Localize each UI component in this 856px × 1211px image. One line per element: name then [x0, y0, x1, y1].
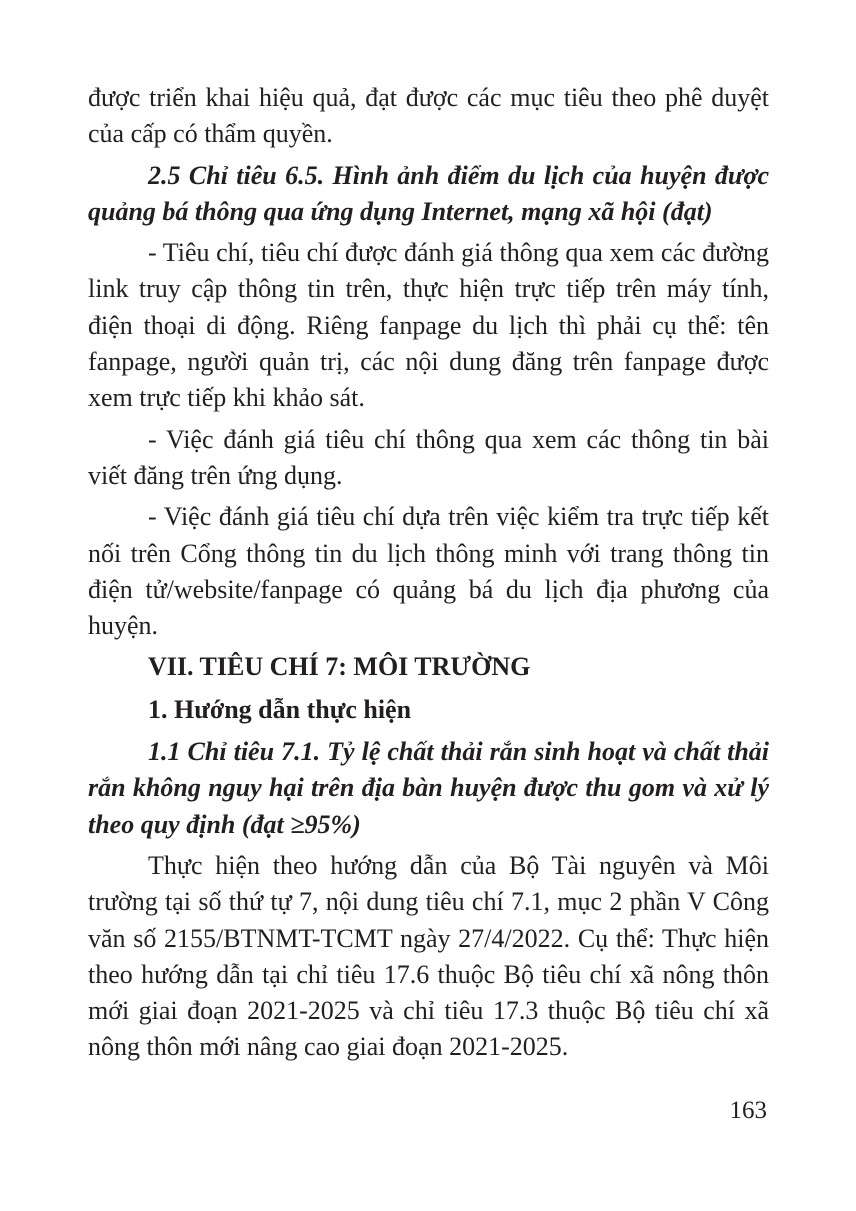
document-page — [88, 80, 769, 1071]
section-heading-1-1: 1.1 Chỉ tiêu 7.1. Tỷ lệ chất thải rắn sinh hoạt và chất thải rắn không nguy hại trên địa bàn huyện được thu gom và xử lý theo quy định (đạt ≥95%) — [88, 737, 769, 839]
paragraph-implementation: Thực hiện theo hướng dẫn của Bộ Tài nguyên và Môi trường tại số thứ tự 7, nội dung tiêu chí 7.1, mục 2 phần V Công văn số 2155/BTNMT-TCMT ngày 27/4/2022. Cụ thể: Thực hiện theo hướng dẫn tại chỉ tiêu 17.6 thuộc Bộ tiêu chí xã nông thôn mới giai đoạn 2021-2025 và chỉ tiêu 17.3 thuộc Bộ tiêu chí xã nông thôn mới nâng cao giai đoạn 2021-2025. — [88, 850, 769, 1062]
section-heading-2-5: 2.5 Chỉ tiêu 6.5. Hình ảnh điểm du lịch của huyện được quảng bá thông qua ứng dụng Internet, mạng xã hội (đạt) — [88, 160, 769, 226]
paragraph-continuation: được triển khai hiệu quả, đạt được các mục tiêu theo phê duyệt của cấp có thẩm quyền. — [88, 83, 769, 149]
page-number: 163 — [729, 1097, 767, 1124]
paragraph-evaluation-articles: - Việc đánh giá tiêu chí thông qua xem các thông tin bài viết đăng trên ứng dụng. — [88, 424, 769, 490]
paragraph-criteria-evaluation: - Tiêu chí, tiêu chí được đánh giá thông qua xem các đường link truy cập thông tin trên, thực hiện trực tiếp trên máy tính, điện thoại di động. Riêng fanpage du lịch thì phải cụ thể: tên fanpage, người quản trị, các nội dung đăng trên fanpage được xem trực tiếp khi khảo sát. — [88, 238, 769, 413]
paragraph-evaluation-portal: - Việc đánh giá tiêu chí dựa trên việc kiểm tra trực tiếp kết nối trên Cổng thông tin du lịch thông minh với trang thông tin điện tử/website/fanpage có quảng bá du lịch địa phương của huyện. — [88, 502, 769, 641]
subsection-heading-guidance: 1. Hướng dẫn thực hiện — [148, 694, 412, 724]
chapter-heading-vii: VII. TIÊU CHÍ 7: MÔI TRƯỜNG — [148, 652, 531, 682]
